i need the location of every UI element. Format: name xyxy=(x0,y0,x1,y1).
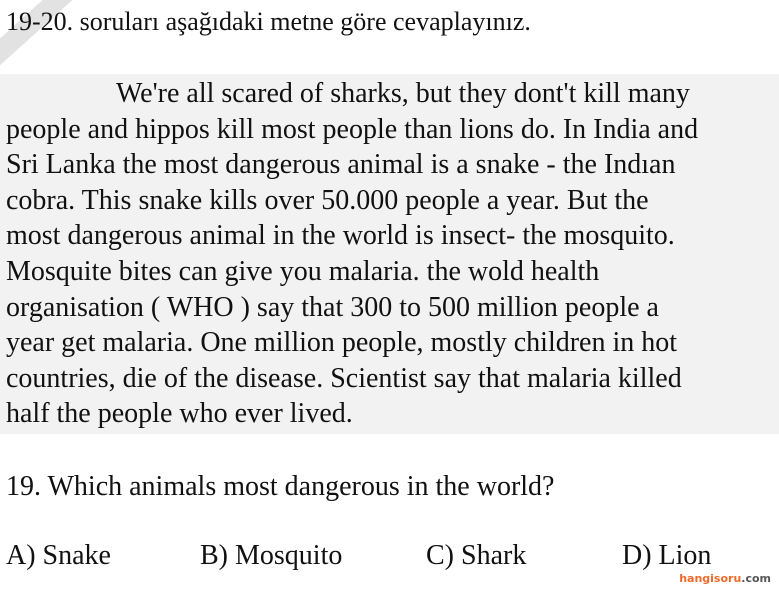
option-a[interactable]: A) Snake xyxy=(6,540,111,571)
passage-line: year get malaria. One million people, mostly children in hot xyxy=(6,327,678,359)
reading-passage xyxy=(6,76,774,432)
passage-line: cobra. This snake kills over 50.000 people a year. But the xyxy=(6,184,649,216)
site-watermark xyxy=(679,572,771,585)
passage-line: countries, die of the disease. Scientist say that malaria killed xyxy=(6,362,682,394)
passage-line: most dangerous animal in the world is insect- the mosquito. xyxy=(6,220,675,252)
passage-line: Sri Lanka the most dangerous animal is a snake - the Indıan xyxy=(6,149,676,181)
watermark-tld: .com xyxy=(741,572,771,585)
question-19: 19. Which animals most dangerous in the world? xyxy=(6,471,555,502)
passage-line: Mosquite bites can give you malaria. the wold health xyxy=(6,255,600,287)
option-b[interactable]: B) Mosquito xyxy=(200,540,343,571)
passage-line: organisation ( WHO ) say that 300 to 500 million people a xyxy=(6,291,659,323)
option-d[interactable]: D) Lion xyxy=(622,540,712,571)
watermark-brand: hangisoru xyxy=(679,572,742,585)
instructions-heading: 19-20. soruları aşağıdaki metne göre cevaplayınız. xyxy=(6,7,531,36)
passage-line: We're all scared of sharks, but they dont't kill many xyxy=(116,78,690,109)
passage-line: people and hippos kill most people than lions do. In India and xyxy=(6,113,699,145)
passage-line: half the people who ever lived. xyxy=(6,398,353,430)
option-c[interactable]: C) Shark xyxy=(426,540,527,571)
